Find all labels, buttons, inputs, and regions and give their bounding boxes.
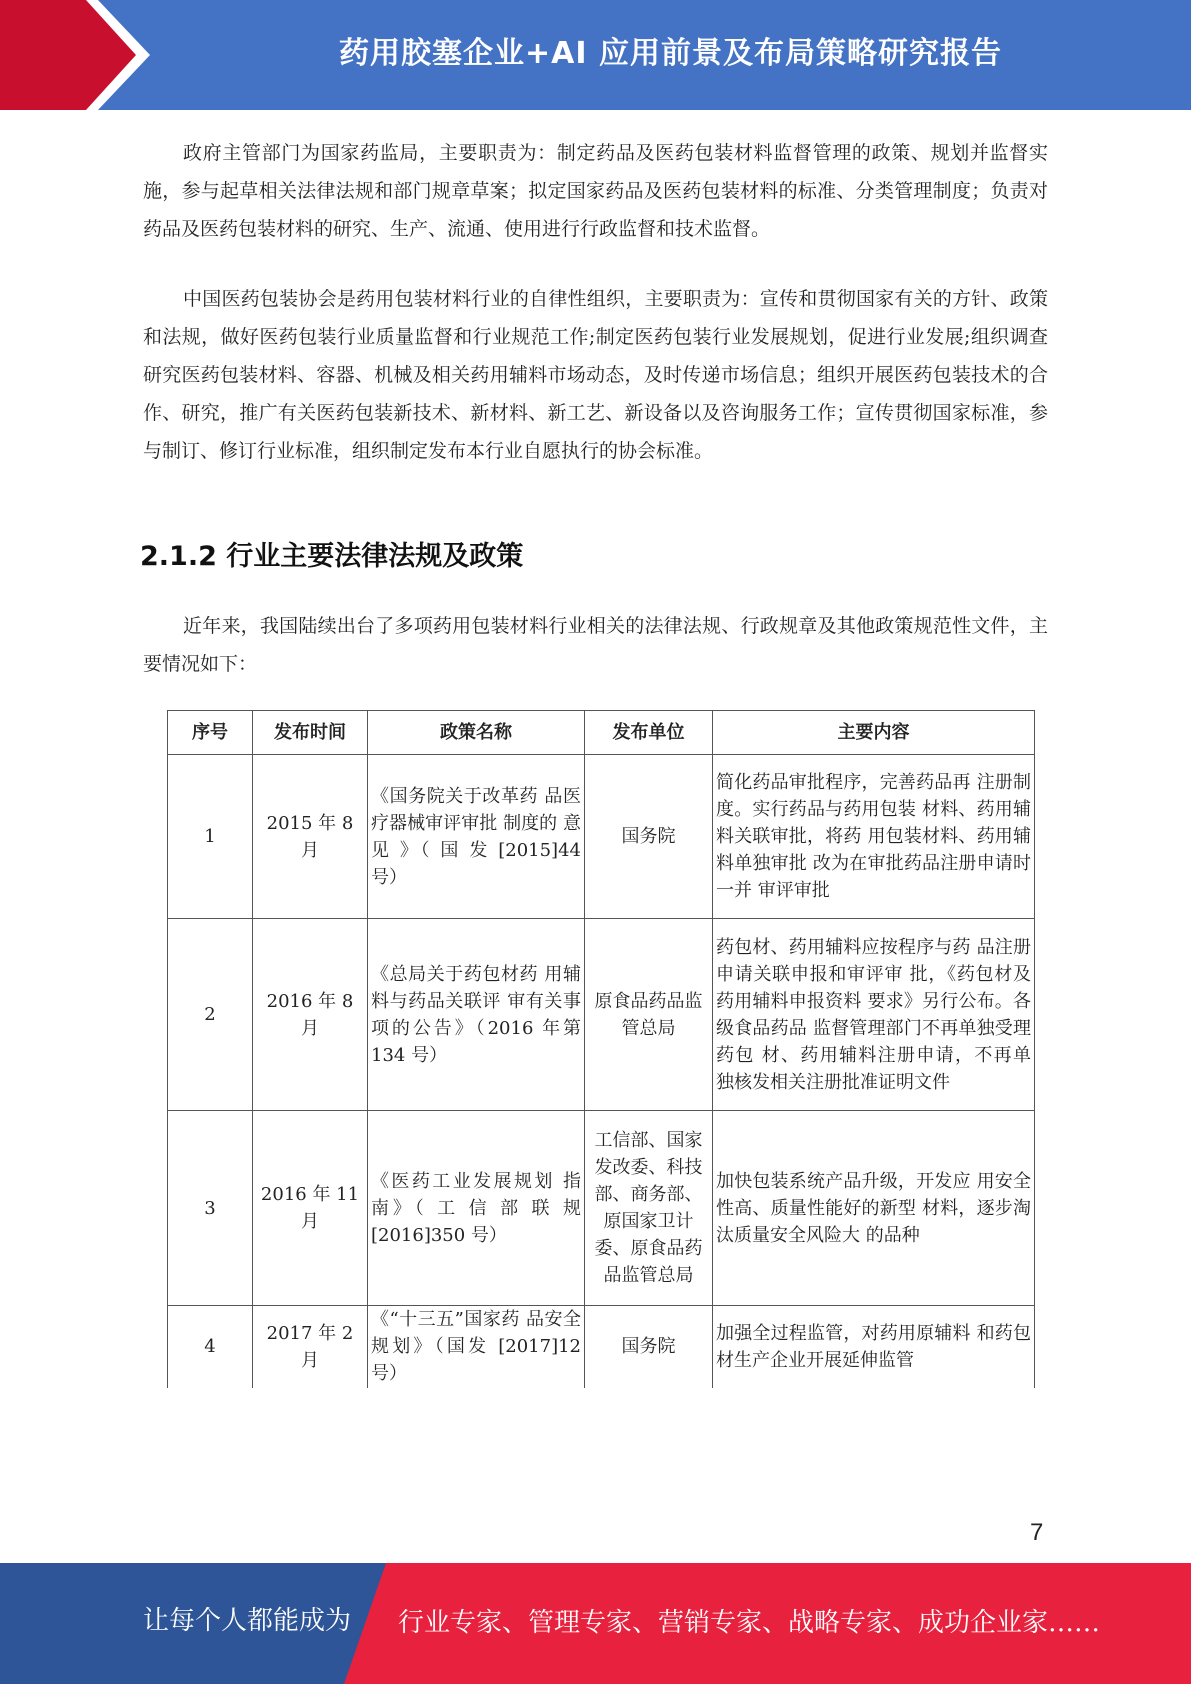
row-issuer: 国务院 xyxy=(585,755,713,919)
row-policy-name: 《国务院关于改革药 品医疗器械审评审批 制度的 意 见 》（ 国 发 [2015]44 号） xyxy=(368,755,585,919)
page-number: 7 xyxy=(1030,1519,1044,1546)
row-content: 简化药品审批程序，完善药品再 注册制度。实行药品与药用包装 材料、药用辅料关联审批，将药 用包装材料、药用辅料单独审批 改为在审批药品注册申请时一并 审评审批 xyxy=(713,755,1035,919)
row-issuer: 工信部、国家发改委、科技部、商务部、原国家卫计委、原食品药品监管总局 xyxy=(585,1111,713,1306)
paragraph-association: 中国医药包装协会是药用包装材料行业的自律性组织，主要职责为：宣传和贯彻国家有关的方针、政策和法规，做好医药包装行业质量监督和行业规范工作;制定医药包装行业发展规划，促进行业发展;组织调查研究医药包装材料、容器、机械及相关药用辅料市场动态，及时传递市场信息；组织开展医药包装技术的合作、研究，推广有关医药包装新技术、新材料、新工艺、新设备以及咨询服务工作；宣传贯彻国家标准，参与制订、修订行业标准，组织制定发布本行业自愿执行的协会标准。 xyxy=(143,288,1048,462)
table-row xyxy=(168,919,1035,1111)
row-no: 4 xyxy=(168,1306,253,1388)
row-date: 2016 年 8 月 xyxy=(253,919,368,1111)
header-red-arrow-decoration xyxy=(0,0,150,110)
section-heading: 2.1.2 行业主要法律法规及政策 xyxy=(140,541,524,572)
header-no: 序号 xyxy=(168,711,253,755)
header-policy-name: 政策名称 xyxy=(368,711,585,755)
row-date: 2015 年 8 月 xyxy=(253,755,368,919)
table-row xyxy=(168,1111,1035,1306)
header-issuer: 发布单位 xyxy=(585,711,713,755)
row-policy-name: 《总局关于药包材药 用辅料与药品关联评 审有关事项的公告》（2016 年第 134 号） xyxy=(368,919,585,1111)
row-no: 2 xyxy=(168,919,253,1111)
header-content: 主要内容 xyxy=(713,711,1035,755)
row-content: 加快包装系统产品升级，开发应 用安全性高、质量性能好的新型 材料，逐步淘汰质量安全风险大 的品种 xyxy=(713,1111,1035,1306)
paragraph-regulator: 政府主管部门为国家药监局，主要职责为：制定药品及医药包装材料监督管理的政策、规划并监督实施，参与起草相关法律法规和部门规章草案；拟定国家药品及医药包装材料的标准、分类管理制度；负责对药品及医药包装材料的研究、生产、流通、使用进行行政监督和技术监督。 xyxy=(143,142,1048,240)
row-content: 药包材、药用辅料应按程序与药 品注册申请关联申报和审评审 批，《药包材及药用辅料申报资料 要求》另行公布。各级食品药品 监督管理部门不再单独受理药包 材、药用辅料注册申请，不再单 独核发相关注册批准证明文件 xyxy=(713,919,1035,1111)
row-no: 3 xyxy=(168,1111,253,1306)
footer-slogan-left: 让每个人都能成为 xyxy=(143,1606,352,1636)
row-policy-name: 《“十三五”国家药 品安全规划》（国发 [2017]12 号） xyxy=(368,1306,585,1388)
row-no: 1 xyxy=(168,755,253,919)
row-policy-name: 《医药工业发展规划 指南》（ 工 信 部 联 规 [2016]350 号） xyxy=(368,1111,585,1306)
row-issuer: 国务院 xyxy=(585,1306,713,1388)
header-date: 发布时间 xyxy=(253,711,368,755)
row-date: 2017 年 2 月 xyxy=(253,1306,368,1388)
table-header-row xyxy=(168,711,1035,755)
row-content: 加强全过程监管，对药用原辅料 和药包材生产企业开展延伸监管 xyxy=(713,1306,1035,1388)
policy-table xyxy=(167,710,1035,1388)
page-header xyxy=(0,0,1191,110)
section-intro: 近年来，我国陆续出台了多项药用包装材料行业相关的法律法规、行政规章及其他政策规范性文件，主要情况如下： xyxy=(143,615,1048,675)
report-title: 药用胶塞企业+AI 应用前景及布局策略研究报告 xyxy=(339,36,1002,71)
row-issuer: 原食品药品监管总局 xyxy=(585,919,713,1111)
table-row xyxy=(168,755,1035,919)
table-row xyxy=(168,1306,1035,1388)
footer-slogan-right: 行业专家、管理专家、营销专家、战略专家、成功企业家…… xyxy=(398,1608,1101,1638)
row-date: 2016 年 11 月 xyxy=(253,1111,368,1306)
